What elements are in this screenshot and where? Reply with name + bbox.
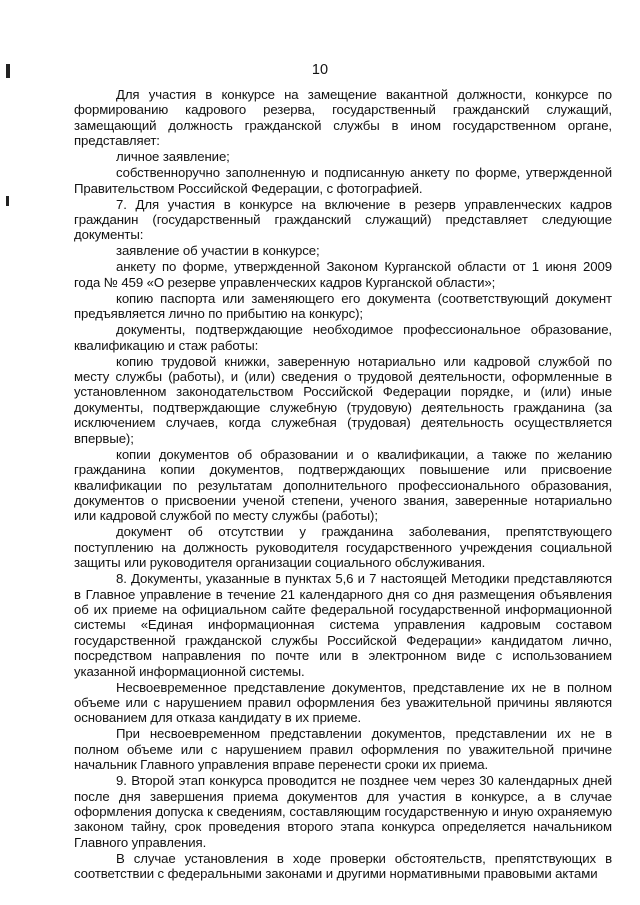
paragraph-item-9: 9. Второй этап конкурса проводится не позднее чем через 30 календарных дней после дня завершения приема документов для участия в конкурсе, а в случае оформления допуска к сведениям, составляющим государственную и иную охраняемую законом тайну, срок проведения второго этапа конкурса определяется начальником Главного управления. xyxy=(74,773,612,850)
paragraph-deadline-extension: При несвоевременном представлении документов, представлении их не в полном объеме или с нарушением правил оформления по уважительной причине начальник Главного управления вправе перенести сроки их приема. xyxy=(74,726,612,773)
paragraph-passport: копию паспорта или заменяющего его документа (соответствующий документ предъявляется лично по прибытию на конкурс); xyxy=(74,290,612,322)
paragraph-item-8: 8. Документы, указанные в пунктах 5,6 и 7 настоящей Методики представляются в Главное управление в течение 21 календарного дня со дня размещения объявления об их приеме на официальном сайте федеральной государственной информационной системы «Единая информационная система управления кадровым составом государственной гражданской службы Российской Федерации» кандидатом лично, посредством направления по почте или в электронном виде с использованием указанной информационной системы. xyxy=(74,571,612,679)
paragraph-circumstances: В случае установления в ходе проверки обстоятельств, препятствующих в соответствии с федеральными законами и другими нормативными правовыми актами xyxy=(74,850,612,882)
paragraph-late-submission: Несвоевременное представление документов, представление их не в полном объеме или с нарушением правил оформления без уважительной причины являются основанием для отказа кандидату в их приеме. xyxy=(74,679,612,726)
document-body xyxy=(74,87,612,882)
paragraph-education-docs: копии документов об образовании и о квалификации, а также по желанию гражданина копии документов, подтверждающих повышение или присвоение квалификации по результатам дополнительного профессионального образования, документов о присвоении ученой степени, ученого звания, заверенные нотариально или кадровой службой по месту службы (работы); xyxy=(74,446,612,524)
paragraph-questionnaire: собственноручно заполненную и подписанную анкету по форме, утвержденной Правительством Российской Федерации, с фотографией. xyxy=(74,165,612,196)
paragraph-work-record: копию трудовой книжки, заверенную нотариально или кадровой службой по месту службы (работы), и (или) сведения о трудовой деятельности, оформленные в установленном законодательством Российской Федерации порядке, и (или) иные документы, подтверждающие служебную (трудовую) деятельность гражданина (за исключением случаев, когда служебная (трудовая) деятельность осуществляется впервые); xyxy=(74,353,612,446)
paragraph-item-7: 7. Для участия в конкурсе на включение в резерв управленческих кадров гражданин (государственный гражданский служащий) представляет следующие документы: xyxy=(74,196,612,243)
scan-mark-bottom xyxy=(6,196,9,206)
paragraph-law-form: анкету по форме, утвержденной Законом Курганской области от 1 июня 2009 года № 459 «О резерве управленческих кадров Курганской области»; xyxy=(74,259,612,290)
paragraph-health-certificate: документ об отсутствии у гражданина заболевания, препятствующего поступлению на должность руководителя государственного учреждения социальной защиты или руководителя организации социального обслуживания. xyxy=(74,524,612,571)
paragraph-intro: Для участия в конкурсе на замещение вакантной должности, конкурсе по формированию кадрового резерва, государственный гражданский служащий, замещающий должность гражданской службы в ином государственном органе, представляет: xyxy=(74,87,612,149)
page-number: 10 xyxy=(311,62,329,78)
paragraph-qualification-docs: документы, подтверждающие необходимое профессиональное образование, квалификацию и стаж работы: xyxy=(74,322,612,353)
paragraph-personal-statement: личное заявление; xyxy=(116,149,230,165)
paragraph-application: заявление об участии в конкурсе; xyxy=(116,243,320,259)
